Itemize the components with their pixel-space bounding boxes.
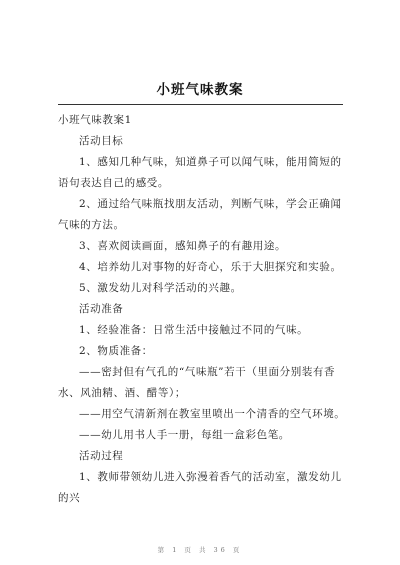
document-title: 小班气味教案 bbox=[156, 82, 244, 98]
title-divider bbox=[58, 104, 343, 105]
document-body bbox=[58, 110, 346, 509]
paragraph-preparation-1: 1、经验准备：日常生活中接触过不同的气味。 bbox=[79, 324, 309, 336]
paragraph-goal-3: 3、喜欢阅读画面，感知鼻子的有趣用途。 bbox=[79, 240, 287, 252]
paragraph-process-heading: 活动过程 bbox=[79, 450, 124, 462]
paragraph-goal-5: 5、激发幼儿对科学活动的兴趣。 bbox=[79, 282, 242, 294]
paragraph-material-3: ——幼儿用书人手一册，每组一盒彩色笔。 bbox=[79, 429, 290, 441]
paragraph-goal-2: 2、通过给气味瓶找朋友活动，判断气味，学会正确闻气味的方法。 bbox=[58, 198, 342, 231]
paragraph-preparation-2: 2、物质准备： bbox=[79, 345, 153, 357]
page-footer: 第 1 页 共 36 页 bbox=[157, 546, 243, 554]
paragraph-material-1: ——密封但有气孔的“气味瓶”若干（里面分别装有香水、风油精、酒、醋等）； bbox=[58, 366, 336, 399]
paragraph-preparation-heading: 活动准备 bbox=[79, 303, 124, 315]
section-heading: 小班气味教案1 bbox=[58, 114, 132, 126]
paragraph-process-1: 1、教师带领幼儿进入弥漫着香气的活动室，激发幼儿的兴 bbox=[58, 471, 342, 504]
paragraph-material-2: ——用空气清新剂在教室里喷出一个清香的空气环境。 bbox=[79, 408, 346, 420]
paragraph-goal-4: 4、培养幼儿对事物的好奇心，乐于大胆探究和实验。 bbox=[79, 261, 342, 273]
paragraph-goals-heading: 活动目标 bbox=[79, 135, 124, 147]
paragraph-goal-1: 1、感知几种气味，知道鼻子可以闻气味，能用简短的语句表达自己的感受。 bbox=[58, 156, 342, 189]
